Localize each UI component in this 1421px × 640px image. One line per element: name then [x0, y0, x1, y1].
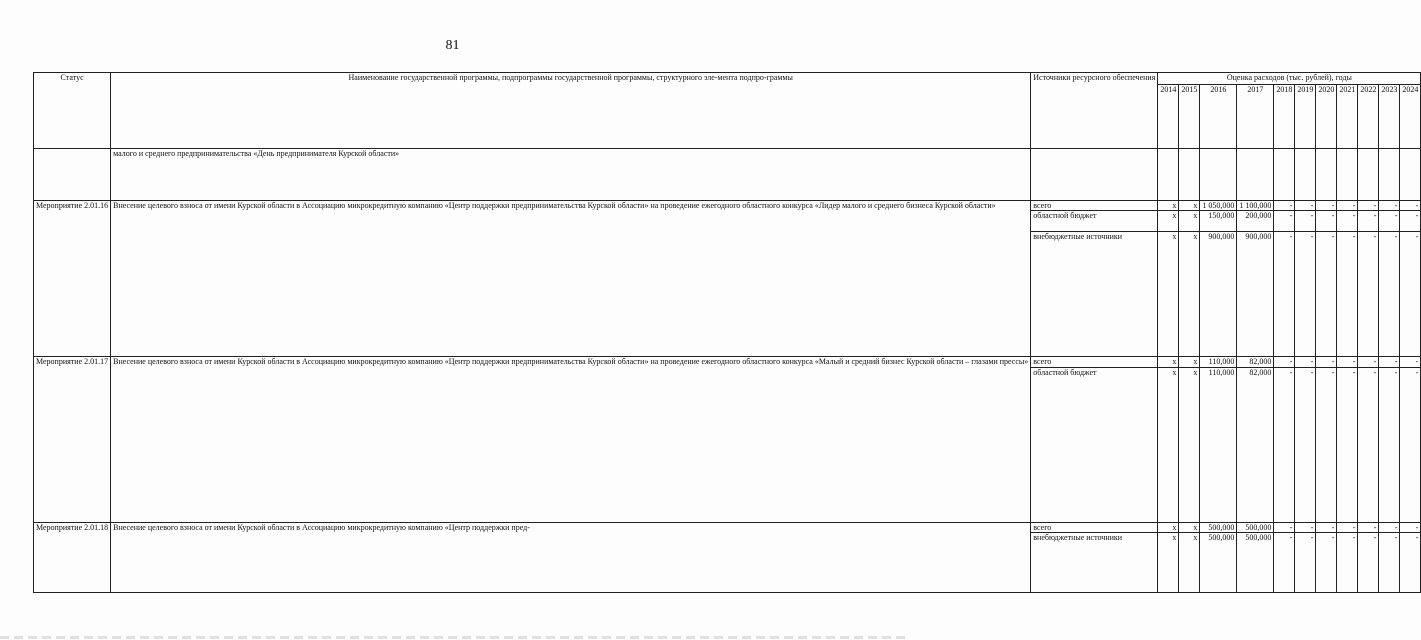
cell-2015: х — [1179, 533, 1200, 593]
cell-2014: х — [1158, 367, 1179, 522]
header-status: Статус — [34, 73, 111, 149]
cell-2019: - — [1295, 211, 1316, 232]
cell-2022: - — [1358, 367, 1379, 522]
cell-2019: - — [1295, 201, 1316, 211]
cell-2017: 1 100,000 — [1237, 201, 1274, 211]
cell-2024: - — [1400, 367, 1421, 522]
cell-2014: х — [1158, 522, 1179, 532]
cell-2020: - — [1316, 232, 1337, 357]
cell-2020: - — [1316, 533, 1337, 593]
table-row — [34, 201, 1421, 211]
budget-table — [33, 72, 1421, 593]
header-estimate: Оценка расходов (тыс. рублей), годы — [1158, 73, 1421, 85]
year-2022: 2022 — [1358, 85, 1379, 149]
cell-2019: - — [1295, 522, 1316, 532]
cell-2018: - — [1274, 522, 1295, 532]
header-name: Наименование государственной программы, подпрограммы государственной программы, структурного эле-мента подпро-граммы — [111, 73, 1031, 149]
cell-2015: х — [1179, 357, 1200, 367]
cell-2016: 900,000 — [1200, 232, 1237, 357]
cell-2018: - — [1274, 533, 1295, 593]
page-number: 81 — [445, 38, 460, 53]
cell-2017: 900,000 — [1237, 232, 1274, 357]
cell-2014: х — [1158, 357, 1179, 367]
source-label: всего — [1031, 201, 1158, 211]
cell-2024: - — [1400, 201, 1421, 211]
header-sources: Источники ресурсного обеспечения — [1031, 73, 1158, 149]
event-name: Внесение целевого взноса от имени Курской области в Ассоциацию микрокредитную компанию «Центр поддержки пред- — [111, 522, 1031, 592]
cell-2024: - — [1400, 522, 1421, 532]
cell-2019: - — [1295, 232, 1316, 357]
cell-2023: - — [1379, 533, 1400, 593]
scan-artifact — [0, 636, 905, 639]
cell-2018: - — [1274, 367, 1295, 522]
cell-2021: - — [1337, 201, 1358, 211]
source-label: областной бюджет — [1031, 367, 1158, 522]
source-label: внебюджетные источники — [1031, 232, 1158, 357]
year-2019: 2019 — [1295, 85, 1316, 149]
cell-2021: - — [1337, 357, 1358, 367]
cell-2024: - — [1400, 232, 1421, 357]
cell-2018: - — [1274, 211, 1295, 232]
cell-2017: 200,000 — [1237, 211, 1274, 232]
cell-2016: 110,000 — [1200, 367, 1237, 522]
year-2014: 2014 — [1158, 85, 1179, 149]
cell-2015: х — [1179, 211, 1200, 232]
source-label: внебюджетные источники — [1031, 533, 1158, 593]
event-status: Мероприятие 2.01.16 — [34, 201, 111, 357]
cell-2016: 1 050,000 — [1200, 201, 1237, 211]
cell-2019: - — [1295, 533, 1316, 593]
cell-2021: - — [1337, 211, 1358, 232]
cell-2021: - — [1337, 533, 1358, 593]
cell-2019: - — [1295, 367, 1316, 522]
cell-2023: - — [1379, 232, 1400, 357]
cell-2024: - — [1400, 357, 1421, 367]
cell-2020: - — [1316, 211, 1337, 232]
cell-2021: - — [1337, 367, 1358, 522]
source-label: областной бюджет — [1031, 211, 1158, 232]
cell-2022: - — [1358, 357, 1379, 367]
header-row-top — [34, 73, 1421, 85]
cell-2017: 500,000 — [1237, 522, 1274, 532]
cell-2023: - — [1379, 522, 1400, 532]
event-status: Мероприятие 2.01.18 — [34, 522, 111, 592]
event-name: Внесение целевого взноса от имени Курской области в Ассоциацию микрокредитную компанию «Центр поддержки предпринимательства Курской области» на проведение ежегодного областного конкурса «Лидер малого и среднего бизнеса Курской области» — [111, 201, 1031, 357]
cell-2024: - — [1400, 533, 1421, 593]
cell-2018: - — [1274, 357, 1295, 367]
cell-2020: - — [1316, 201, 1337, 211]
year-2023: 2023 — [1379, 85, 1400, 149]
year-2016: 2016 — [1200, 85, 1237, 149]
cell-2022: - — [1358, 232, 1379, 357]
cell-2018: - — [1274, 232, 1295, 357]
cell-2022: - — [1358, 201, 1379, 211]
cell-2014: х — [1158, 533, 1179, 593]
cell-2016: 500,000 — [1200, 533, 1237, 593]
year-2020: 2020 — [1316, 85, 1337, 149]
cell-2023: - — [1379, 367, 1400, 522]
cell-2024: - — [1400, 211, 1421, 232]
cell-2023: - — [1379, 201, 1400, 211]
source-label: всего — [1031, 357, 1158, 367]
cell-2018: - — [1274, 201, 1295, 211]
year-2018: 2018 — [1274, 85, 1295, 149]
source-label: всего — [1031, 522, 1158, 532]
cell-2015: х — [1179, 367, 1200, 522]
cell-2016: 150,000 — [1200, 211, 1237, 232]
cell-2016: 110,000 — [1200, 357, 1237, 367]
table-row — [34, 522, 1421, 532]
cell-2020: - — [1316, 357, 1337, 367]
cell-2017: 82,000 — [1237, 357, 1274, 367]
year-2015: 2015 — [1179, 85, 1200, 149]
cell-2015: х — [1179, 522, 1200, 532]
carryover-status — [34, 149, 111, 201]
event-status: Мероприятие 2.01.17 — [34, 357, 111, 522]
cell-2014: х — [1158, 201, 1179, 211]
cell-2022: - — [1358, 533, 1379, 593]
cell-2017: 82,000 — [1237, 367, 1274, 522]
year-2024: 2024 — [1400, 85, 1421, 149]
carryover-row — [34, 149, 1421, 201]
cell-2014: х — [1158, 211, 1179, 232]
cell-2023: - — [1379, 211, 1400, 232]
cell-2015: х — [1179, 201, 1200, 211]
year-2021: 2021 — [1337, 85, 1358, 149]
event-name: Внесение целевого взноса от имени Курской области в Ассоциацию микрокредитную компанию «Центр поддержки предпринимательства Курской области» на проведение ежегодного областного конкурса «Малый и средний бизнес Курской области – глазами прессы» — [111, 357, 1031, 522]
cell-2020: - — [1316, 367, 1337, 522]
cell-2016: 500,000 — [1200, 522, 1237, 532]
cell-2017: 500,000 — [1237, 533, 1274, 593]
cell-2019: - — [1295, 357, 1316, 367]
year-2017: 2017 — [1237, 85, 1274, 149]
cell-2015: х — [1179, 232, 1200, 357]
table-row — [34, 357, 1421, 367]
cell-2023: - — [1379, 357, 1400, 367]
cell-2022: - — [1358, 522, 1379, 532]
cell-2020: - — [1316, 522, 1337, 532]
cell-2021: - — [1337, 232, 1358, 357]
cell-2021: - — [1337, 522, 1358, 532]
carryover-name: малого и среднего предпринимательства «День предпринимателя Курской области» — [111, 149, 1031, 201]
cell-2022: - — [1358, 211, 1379, 232]
cell-2014: х — [1158, 232, 1179, 357]
